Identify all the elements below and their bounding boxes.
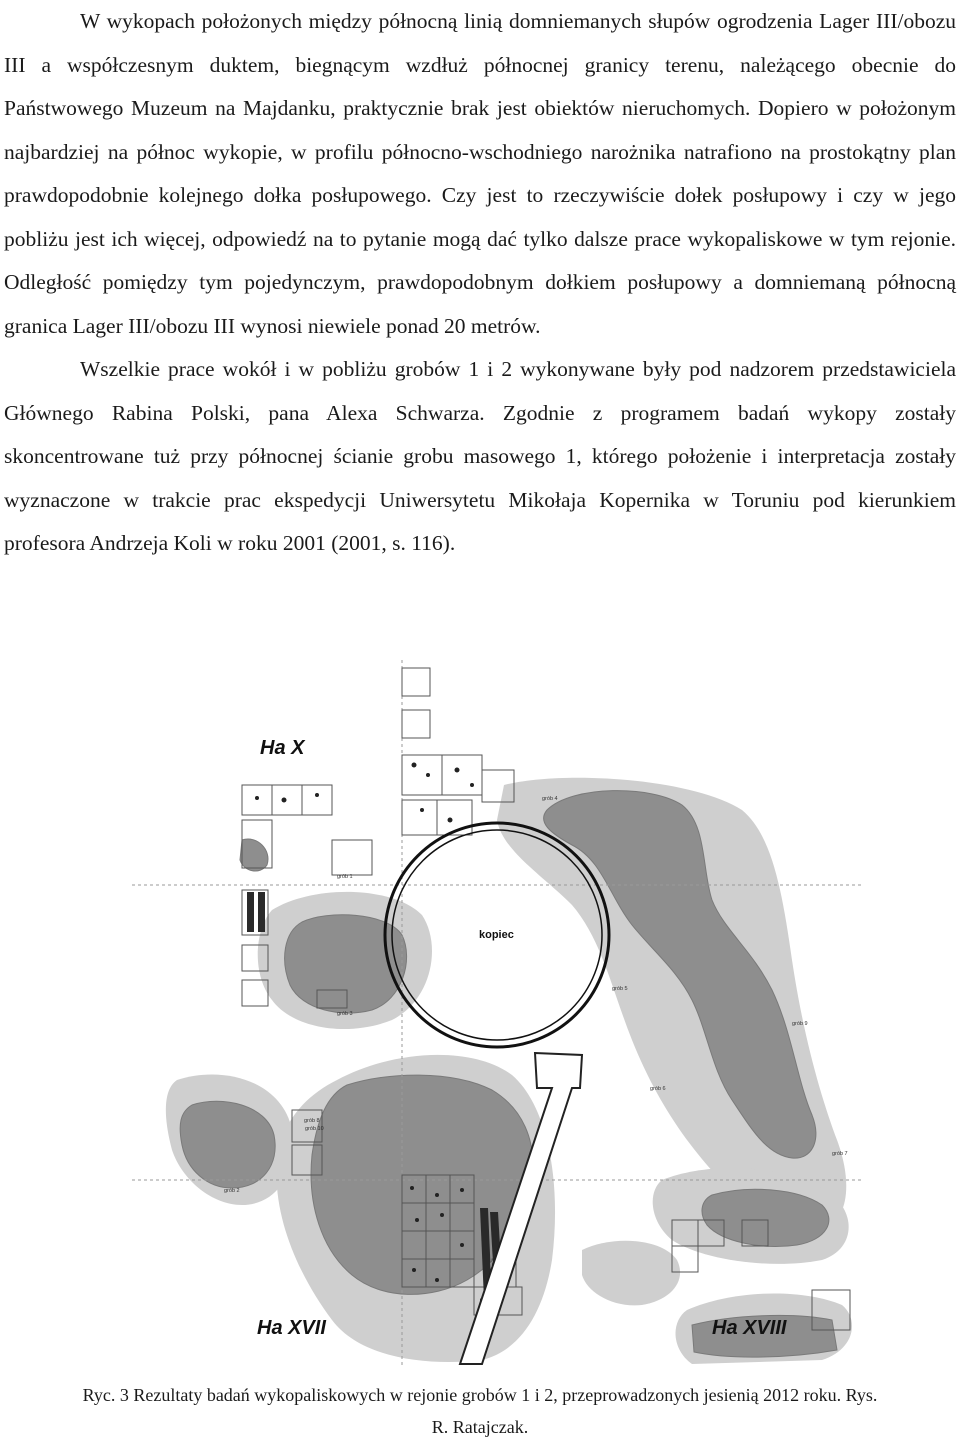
excavation-map-figure [132,660,862,1366]
paragraph-2: Wszelkie prace wokół i w pobliżu grobów 1 i 2 wykonywane były pod nadzorem przedstawiciela Głównego Rabina Polski, pana Alexa Schwarza. Zgodnie z programem badań wykopy zostały skoncentrowane tuż przy północnej ścianie grobu masowego 1, którego położenie i interpretacja zostały wyznaczone w trakcie prac ekspedycji Uniwersytetu Mikołaja Kopernika w Toruniu pod kierunkiem profesora Andrzeja Koli w roku 2001 (2001, s. 116). [4,357,956,555]
label-grob-3: grób 3 [337,1011,353,1017]
figure-caption [0,1379,960,1443]
label-grob-8: grób 8 [304,1118,320,1124]
label-grob-6: grób 6 [650,1086,666,1092]
caption-line-1: Ryc. 3 Rezultaty badań wykopaliskowych w rejonie grobów 1 i 2, przeprowadzonych jesienią 2012 roku. Rys. [82,1385,878,1405]
label-grob-9: grób 9 [792,1021,808,1027]
label-grob-1: grób 1 [337,874,353,880]
label-grob-4: grób 4 [542,796,558,802]
label-ha-xvii: Ha XVII [257,1317,326,1339]
label-grob-5: grób 5 [612,986,628,992]
label-grob-10: grób 10 [305,1126,324,1132]
excavation-map [132,660,862,1366]
label-kopiec: kopiec [479,929,514,941]
label-ha-xviii: Ha XVIII [712,1317,787,1339]
label-ha-x: Ha X [260,737,305,759]
body-text [4,0,956,566]
label-grob-7: grób 7 [832,1151,848,1157]
paragraph-1: W wykopach położonych między północną linią domniemanych słupów ogrodzenia Lager III/obozu III a współczesnym duktem, biegnącym wzdłuż północnej granicy terenu, należącego obecnie do Państwowego Muzeum na Majdanku, praktycznie brak jest obiektów nieruchomych. Dopiero w położonym najbardziej na północ wykopie, w profilu północno-wschodniego narożnika natrafiono na prostokątny plan prawdopodobnie kolejnego dołka posłupowego. Czy jest to rzeczywiście dołek posłupowy i czy w jego pobliżu jest ich więcej, odpowiedź na to pytanie mogą dać tylko dalsze prace wykopaliskowe w tym rejonie. Odległość pomiędzy tym pojedynczym, prawdopodobnym dołkiem posłupowy a domniemaną północną granica Lager III/obozu III wynosi niewiele ponad 20 metrów. [4,9,956,338]
caption-line-2: R. Ratajczak. [431,1417,529,1437]
label-grob-2: grób 2 [224,1188,240,1194]
